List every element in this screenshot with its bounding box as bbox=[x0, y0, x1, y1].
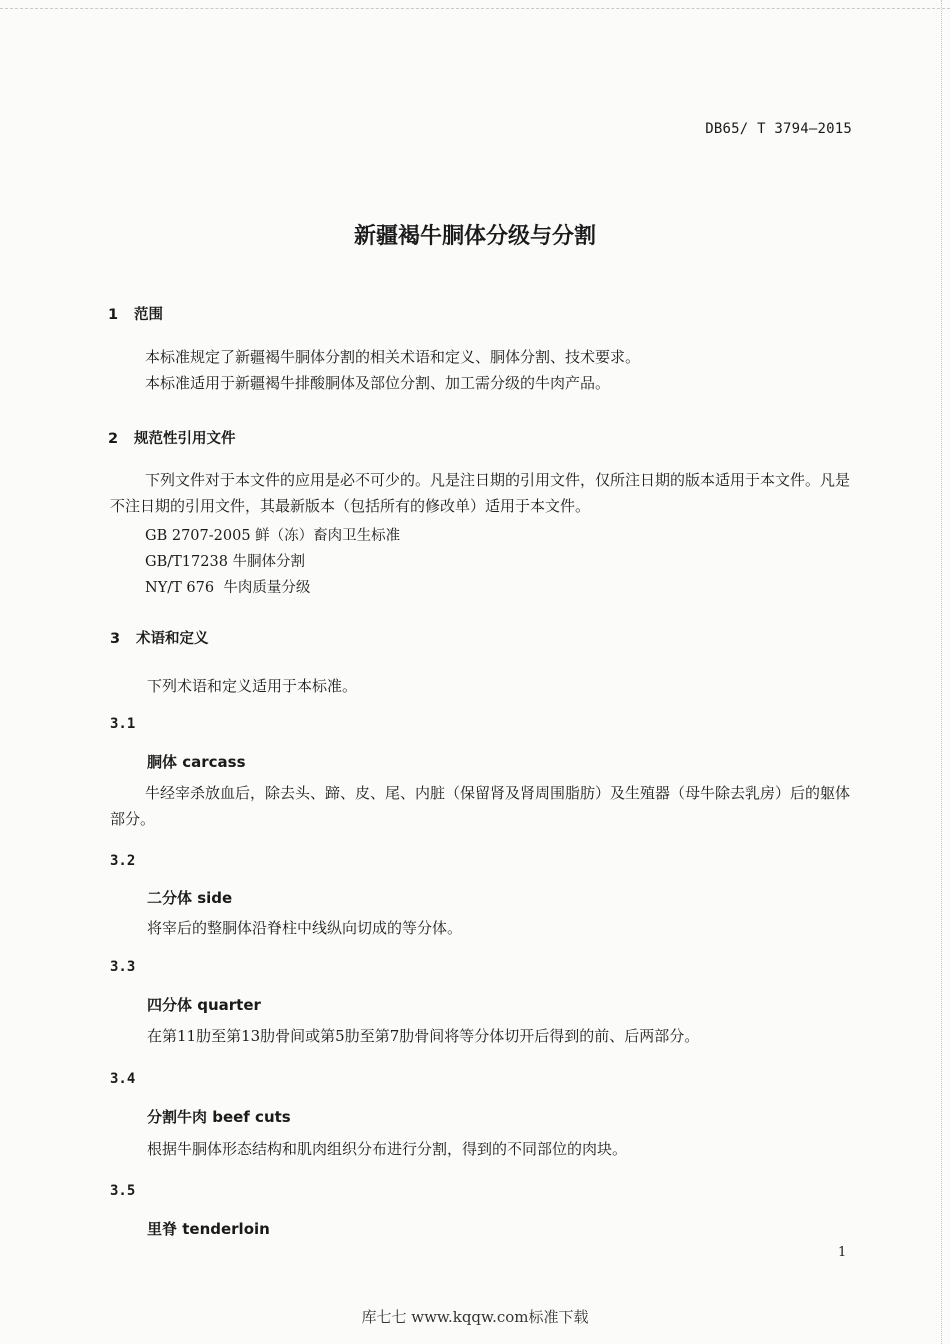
term-definition: 根据牛胴体形态结构和肌肉组织分布进行分割，得到的不同部位的肉块。 bbox=[147, 1140, 628, 1158]
term-definition: 在第11肋至第13肋骨间或第5肋至第7肋骨间将等分体切开后得到的前、后两部分。 bbox=[147, 1027, 700, 1045]
section-3-heading bbox=[110, 627, 209, 648]
section-number: 2 bbox=[108, 431, 119, 447]
section-number: 3 bbox=[110, 631, 121, 647]
term-heading: 胴体 carcass bbox=[147, 753, 246, 771]
term-definition: 牛经宰杀放血后，除去头、蹄、皮、尾、内脏（保留肾及肾周围脂肪）及生殖器（母牛除去乳房）后的躯体部分。 bbox=[110, 784, 851, 828]
section-2-heading bbox=[108, 427, 236, 448]
clause-number: 3.3 bbox=[110, 959, 136, 975]
section-1-paragraph: 本标准规定了新疆褐牛胴体分割的相关术语和定义、胴体分割、技术要求。 bbox=[145, 348, 641, 366]
reference-item: GB/T17238 牛胴体分割 bbox=[145, 554, 306, 570]
clause-number: 3.5 bbox=[110, 1183, 136, 1199]
section-title: 术语和定义 bbox=[136, 631, 209, 647]
standard-code: DB65/ T 3794—2015 bbox=[705, 121, 852, 137]
section-3-intro: 下列术语和定义适用于本标准。 bbox=[147, 677, 358, 695]
section-1-heading bbox=[108, 303, 163, 324]
page-number: 1 bbox=[838, 1245, 847, 1260]
section-1-paragraph: 本标准适用于新疆褐牛排酸胴体及部位分割、加工需分级的牛肉产品。 bbox=[145, 374, 611, 392]
document-title: 新疆褐牛胴体分级与分割 bbox=[353, 223, 596, 249]
section-title: 范围 bbox=[134, 307, 163, 323]
scan-edge-right bbox=[941, 0, 946, 1344]
clause-number: 3.4 bbox=[110, 1071, 136, 1087]
footer-watermark: 库七七 www.kqqw.com标准下载 bbox=[361, 1308, 589, 1326]
section-title: 规范性引用文件 bbox=[134, 431, 236, 447]
section-number: 1 bbox=[108, 307, 119, 323]
term-definition: 将宰后的整胴体沿脊柱中线纵向切成的等分体。 bbox=[147, 919, 463, 937]
clause-number: 3.2 bbox=[110, 853, 136, 869]
term-heading: 分割牛肉 beef cuts bbox=[147, 1108, 291, 1126]
reference-item: GB 2707-2005 鲜（冻）畜肉卫生标准 bbox=[145, 528, 401, 544]
term-heading: 二分体 side bbox=[147, 889, 233, 907]
term-heading: 四分体 quarter bbox=[147, 996, 261, 1014]
term-heading: 里脊 tenderloin bbox=[147, 1220, 270, 1238]
section-2-intro: 下列文件对于本文件的应用是必不可少的。凡是注日期的引用文件，仅所注日期的版本适用于本文件。凡是不注日期的引用文件，其最新版本（包括所有的修改单）适用于本文件。 bbox=[110, 471, 851, 515]
reference-item: NY/T 676 牛肉质量分级 bbox=[145, 580, 311, 596]
clause-number: 3.1 bbox=[110, 716, 136, 732]
scan-edge-top bbox=[0, 0, 950, 9]
